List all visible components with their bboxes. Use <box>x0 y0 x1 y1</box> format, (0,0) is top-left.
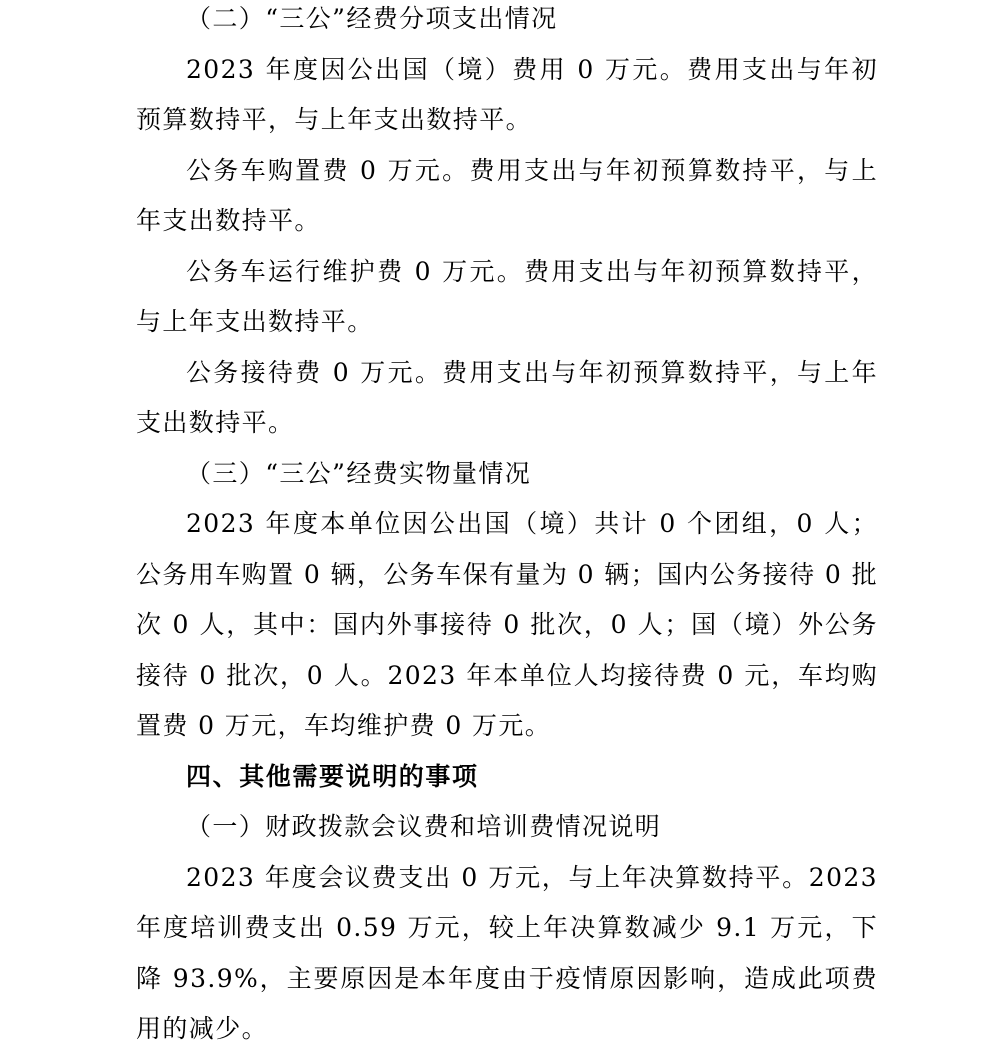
paragraph-overseas-travel: 2023 年度因公出国（境）费用 0 万元。费用支出与年初预算数持平，与上年支出数持平。 <box>136 54 878 134</box>
document-body <box>136 0 878 1055</box>
section-heading-physical-quantity: （三）“三公”经费实物量情况 <box>186 458 532 488</box>
paragraph-vehicle-purchase: 公务车购置费 0 万元。费用支出与年初预算数持平，与上年支出数持平。 <box>136 155 878 235</box>
paragraph-vehicle-maintenance: 公务车运行维护费 0 万元。费用支出与年初预算数持平，与上年支出数持平。 <box>136 256 878 336</box>
paragraph-physical-quantity: 2023 年度本单位因公出国（境）共计 0 个团组，0 人；公务用车购置 0 辆，公务车保有量为 0 辆；国内公务接待 0 批次 0 人，其中：国内外事接待 0 批次，0 人；国（境）外公务接待 0 批次，0 人。2023 年本单位人均接待费 0 元，车均购置费 0 万元，车均维护费 0 万元。 <box>136 509 878 740</box>
section-heading-three-public-breakdown: （二）“三公”经费分项支出情况 <box>186 4 558 33</box>
section-heading-other-matters: 四、其他需要说明的事项 <box>186 761 479 791</box>
paragraph-reception: 公务接待费 0 万元。费用支出与年初预算数持平，与上年支出数持平。 <box>136 357 878 437</box>
section-heading-meeting-training: （一）财政拨款会议费和培训费情况说明 <box>186 812 662 841</box>
paragraph-meeting-training: 2023 年度会议费支出 0 万元，与上年决算数持平。2023 年度培训费支出 0.59 万元，较上年决算数减少 9.1 万元，下降 93.9%，主要原因是本年度由于疫情原因影响，造成此项费用的减少。 <box>136 862 878 1043</box>
